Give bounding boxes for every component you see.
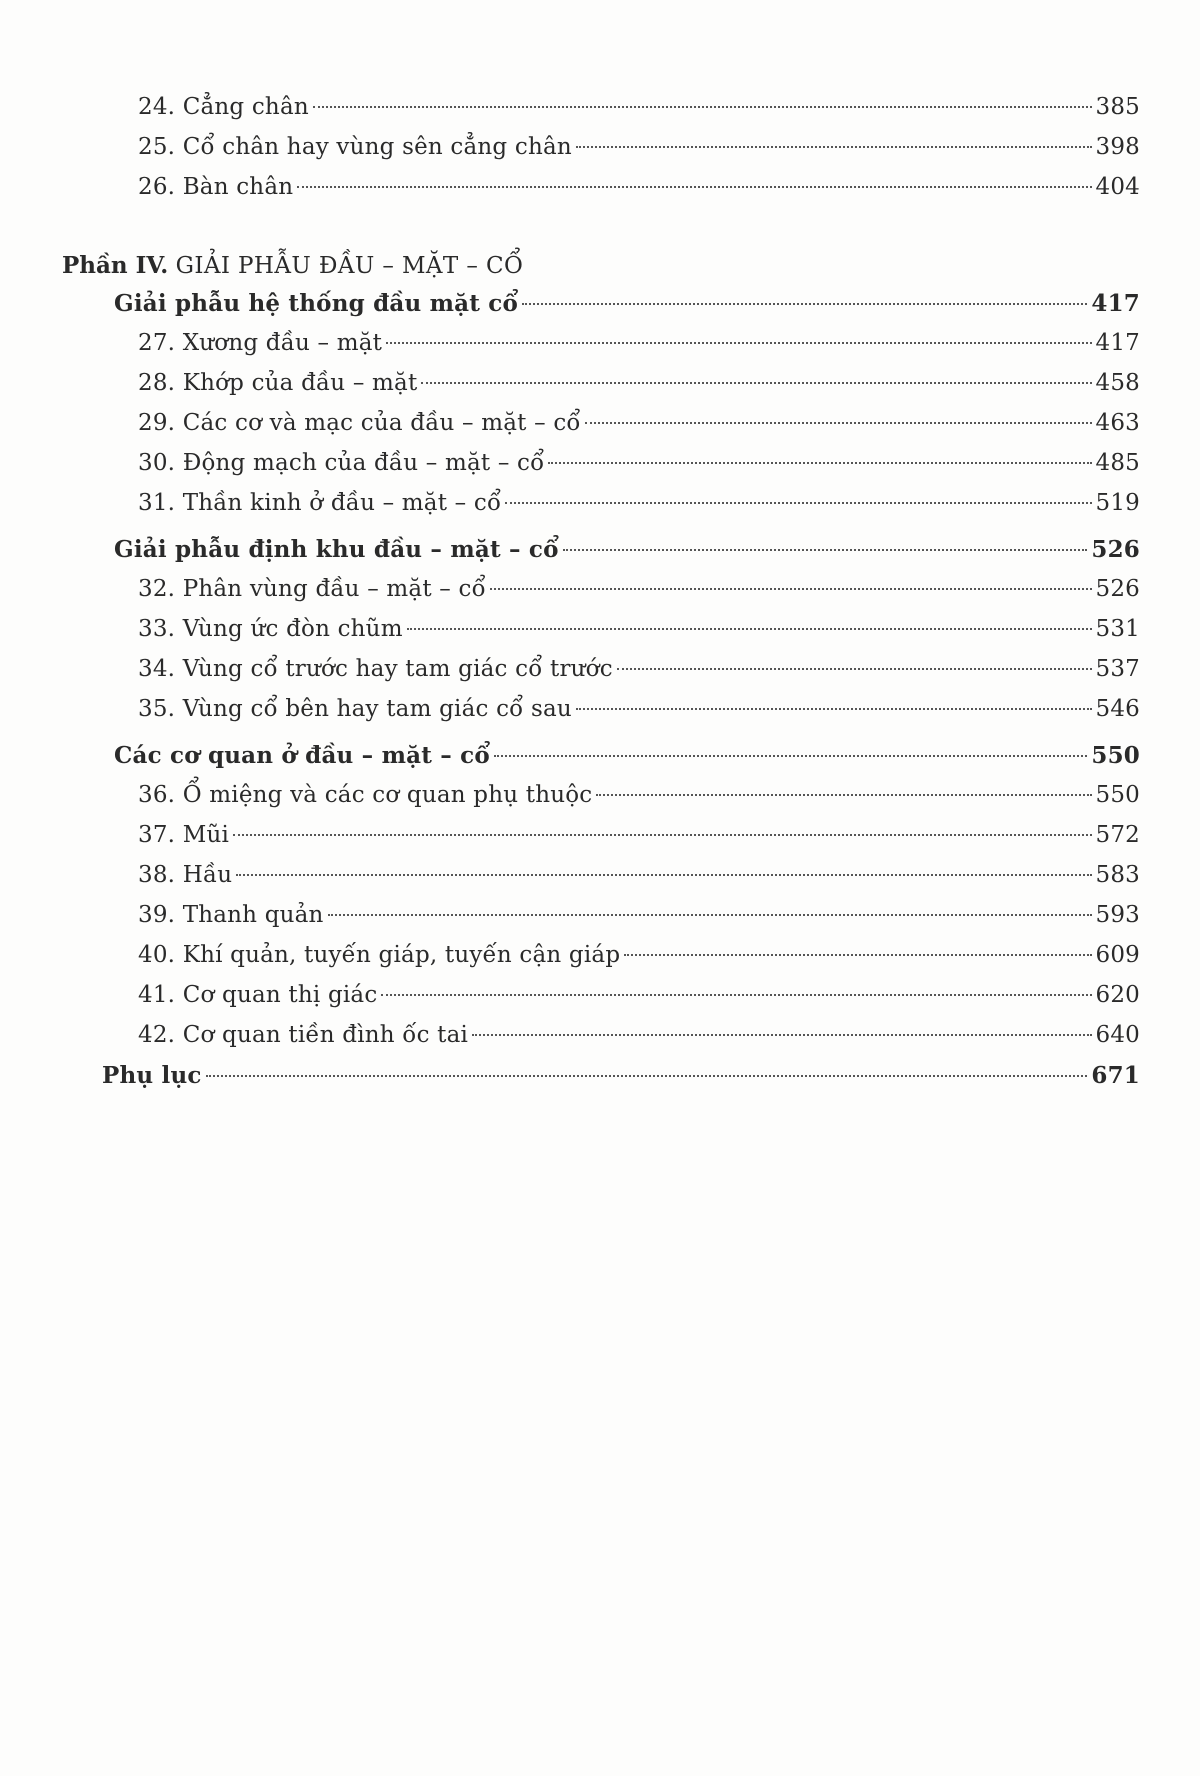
dot-leader <box>233 834 1091 836</box>
dot-leader <box>236 874 1091 876</box>
dot-leader <box>548 462 1091 464</box>
entry-title: 31. Thần kinh ở đầu – mặt – cổ <box>138 490 502 516</box>
toc-entry-32 <box>138 576 1140 616</box>
dot-leader <box>563 549 1088 551</box>
appendix-page: 671 <box>1091 1062 1140 1089</box>
toc-entry-24 <box>138 94 1140 134</box>
dot-leader <box>624 954 1091 956</box>
toc-entry-26 <box>138 174 1140 214</box>
dot-leader <box>596 794 1091 796</box>
dot-leader <box>617 668 1092 670</box>
entry-title: 36. Ổ miệng và các cơ quan phụ thuộc <box>138 782 593 808</box>
entry-title: 38. Hầu <box>138 862 233 888</box>
dot-leader <box>381 994 1091 996</box>
toc-entry-34 <box>138 656 1140 696</box>
dot-leader <box>297 186 1091 188</box>
dot-leader <box>490 588 1092 590</box>
toc-section-regional-anatomy <box>114 536 1140 576</box>
toc-entry-29 <box>138 410 1140 450</box>
toc-entry-38 <box>138 862 1140 902</box>
toc-entry-39 <box>138 902 1140 942</box>
entry-title: 30. Động mạch của đầu – mặt – cổ <box>138 450 545 476</box>
entry-page: 458 <box>1095 370 1140 396</box>
section-page: 417 <box>1091 290 1140 317</box>
dot-leader <box>407 628 1092 630</box>
dot-leader <box>313 106 1092 108</box>
toc-entry-31 <box>138 490 1140 530</box>
toc-entry-37 <box>138 822 1140 862</box>
entry-page: 531 <box>1095 616 1140 642</box>
section-page: 550 <box>1091 742 1140 769</box>
dot-leader <box>522 303 1087 305</box>
entry-title: 35. Vùng cổ bên hay tam giác cổ sau <box>138 696 572 722</box>
entry-title: 32. Phân vùng đầu – mặt – cổ <box>138 576 486 602</box>
entry-page: 572 <box>1095 822 1140 848</box>
dot-leader <box>206 1075 1088 1077</box>
toc-entry-35 <box>138 696 1140 736</box>
entry-page: 404 <box>1095 174 1140 200</box>
entry-title: 26. Bàn chân <box>138 174 294 200</box>
part-heading <box>62 246 1200 286</box>
dot-leader <box>472 1034 1091 1036</box>
entry-page: 385 <box>1095 94 1140 120</box>
section-title: Giải phẫu định khu đầu – mặt – cổ <box>114 536 559 563</box>
entry-page: 583 <box>1095 862 1140 888</box>
toc-appendix <box>102 1062 1140 1102</box>
dot-leader <box>386 342 1091 344</box>
section-title: Các cơ quan ở đầu – mặt – cổ <box>114 742 490 769</box>
entry-page: 526 <box>1095 576 1140 602</box>
entry-title: 27. Xương đầu – mặt <box>138 330 383 356</box>
toc-entry-33 <box>138 616 1140 656</box>
toc-entry-42 <box>138 1022 1140 1062</box>
toc-section-organs <box>114 742 1140 782</box>
entry-title: 34. Vùng cổ trước hay tam giác cổ trước <box>138 656 613 682</box>
dot-leader <box>576 146 1092 148</box>
entry-page: 398 <box>1095 134 1140 160</box>
entry-page: 537 <box>1095 656 1140 682</box>
toc-entry-27 <box>138 330 1140 370</box>
part-title: GIẢI PHẪU ĐẦU – MẶT – CỔ <box>175 253 524 279</box>
toc-section-system-anatomy <box>114 290 1140 330</box>
entry-title: 25. Cổ chân hay vùng sên cẳng chân <box>138 134 572 160</box>
dot-leader <box>505 502 1091 504</box>
toc-entry-28 <box>138 370 1140 410</box>
entry-page: 620 <box>1095 982 1140 1008</box>
entry-title: 40. Khí quản, tuyến giáp, tuyến cận giáp <box>138 942 621 968</box>
entry-page: 546 <box>1095 696 1140 722</box>
appendix-title: Phụ lục <box>102 1062 202 1089</box>
section-page: 526 <box>1091 536 1140 563</box>
toc-entry-41 <box>138 982 1140 1022</box>
dot-leader <box>494 755 1087 757</box>
dot-leader <box>585 422 1092 424</box>
entry-title: 42. Cơ quan tiền đình ốc tai <box>138 1022 469 1048</box>
toc-entry-36 <box>138 782 1140 822</box>
entry-title: 33. Vùng ức đòn chũm <box>138 616 403 642</box>
entry-page: 550 <box>1095 782 1140 808</box>
table-of-contents <box>0 94 1200 1102</box>
section-title: Giải phẫu hệ thống đầu mặt cổ <box>114 290 519 317</box>
entry-page: 609 <box>1095 942 1140 968</box>
entry-page: 593 <box>1095 902 1140 928</box>
entry-page: 463 <box>1095 410 1140 436</box>
entry-title: 28. Khớp của đầu – mặt <box>138 370 418 396</box>
toc-entry-40 <box>138 942 1140 982</box>
toc-entry-25 <box>138 134 1140 174</box>
entry-title: 24. Cẳng chân <box>138 94 309 120</box>
dot-leader <box>576 708 1092 710</box>
entry-page: 640 <box>1095 1022 1140 1048</box>
entry-page: 417 <box>1095 330 1140 356</box>
toc-entry-30 <box>138 450 1140 490</box>
entry-page: 485 <box>1095 450 1140 476</box>
entry-title: 29. Các cơ và mạc của đầu – mặt – cổ <box>138 410 581 436</box>
dot-leader <box>328 914 1092 916</box>
entry-page: 519 <box>1095 490 1140 516</box>
entry-title: 41. Cơ quan thị giác <box>138 982 378 1008</box>
entry-title: 37. Mũi <box>138 822 230 848</box>
dot-leader <box>421 382 1091 384</box>
part-label: Phần IV. <box>62 252 169 279</box>
entry-title: 39. Thanh quản <box>138 902 324 928</box>
